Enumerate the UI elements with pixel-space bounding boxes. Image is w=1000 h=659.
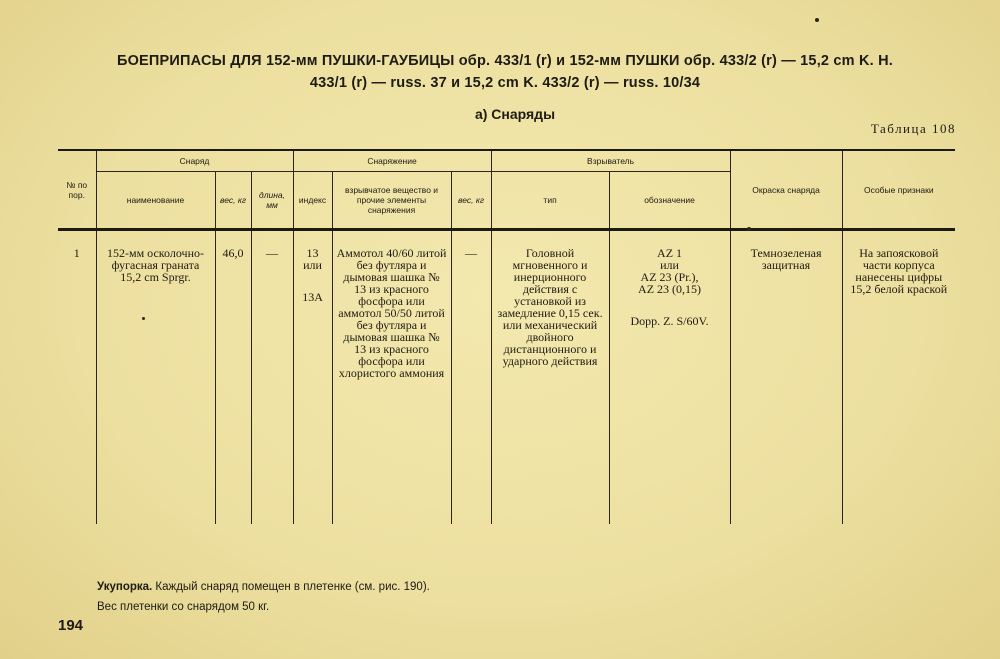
table-row [58,230,955,525]
table-label: Таблица 108 [870,121,956,136]
page-number: 194 [58,617,84,634]
header-shell-weight: вес, кг [215,172,251,230]
header-shell-length: длина, мм [251,172,293,230]
title-line-2: 433/1 (r) — russ. 37 и 15,2 cm K. 433/2 (r) — russ. 10/34 [309,75,701,91]
weight-note: Вес плетенки со снарядом 50 кг. [97,601,270,613]
header-features: Особые признаки [842,150,955,230]
row-index-2: 13А [302,290,323,304]
row-num: 1 [58,230,96,525]
row-fuze-d3: AZ 23 (Pr.), [640,270,699,284]
section-subtitle: а) Снаряды [474,106,556,122]
header-fuze-type: тип [491,172,609,230]
title-line-1: БОЕПРИПАСЫ ДЛЯ 152-мм ПУШКИ-ГАУБИЦЫ обр. 433/1 (r) и 152-мм ПУШКИ обр. 433/2 (r) — 15,2 cm K. H. [116,53,894,69]
row-fuze-designation [609,230,730,525]
row-features: На запоясковой части корпуса нанесены цифры 15,2 белой краской [842,230,955,525]
header-num: № по пор. [58,150,96,230]
row-charge-index [293,230,332,525]
header-charge-explosive: взрывчатое вещество и прочие элементы снаряжения [332,172,451,230]
packing-note [97,577,430,597]
footer-notes [97,577,430,617]
header-color: Окраска снаряда [730,150,842,230]
row-shell-name: 152-мм осколочно-фугасная граната 15,2 cm Sprgr. [96,230,215,525]
row-fuze-d1: AZ 1 [657,246,683,260]
header-row-1 [58,150,955,172]
print-speck [747,227,751,231]
row-fuze-d2: или [660,258,679,272]
packing-label: Укупорка. [97,581,153,593]
document-title [40,50,970,94]
header-charge-index: индекс [293,172,332,230]
row-index-1: 13 или [303,246,322,272]
row-fuze-d4: AZ 23 (0,15) [638,282,702,296]
row-color: Темнозеленая защитная [730,230,842,525]
header-fuze-designation: обозначение [609,172,730,230]
row-shell-length: — [251,230,293,525]
header-shell-name: наименование [96,172,215,230]
header-shell: Снаряд [96,150,293,172]
header-charge-weight: вес, кг [451,172,491,230]
row-fuze-d5: Dopp. Z. S/60V. [630,314,709,328]
header-fuze: Взрыватель [491,150,730,172]
row-fuze-type: Головной мгновенного и инерционного действия с установкой из замедление 0,15 сек. или механический двойного дистанционного и ударного действия [491,230,609,525]
row-shell-weight: 46,0 [215,230,251,525]
print-speck [142,317,145,320]
header-charge: Снаряжение [293,150,491,172]
packing-text: Каждый снаряд помещен в плетенке (см. рис. 190). [155,581,430,593]
row-explosive: Аммотол 40/60 литой без футляра и дымовая шашка № 13 из красного фосфора или аммотол 50/50 литой без футляра и дымовая шашка № 13 из красного фосфора или хлористого аммония [332,230,451,525]
print-speck [815,18,819,22]
row-charge-weight: — [451,230,491,525]
ammunition-table [58,149,955,524]
